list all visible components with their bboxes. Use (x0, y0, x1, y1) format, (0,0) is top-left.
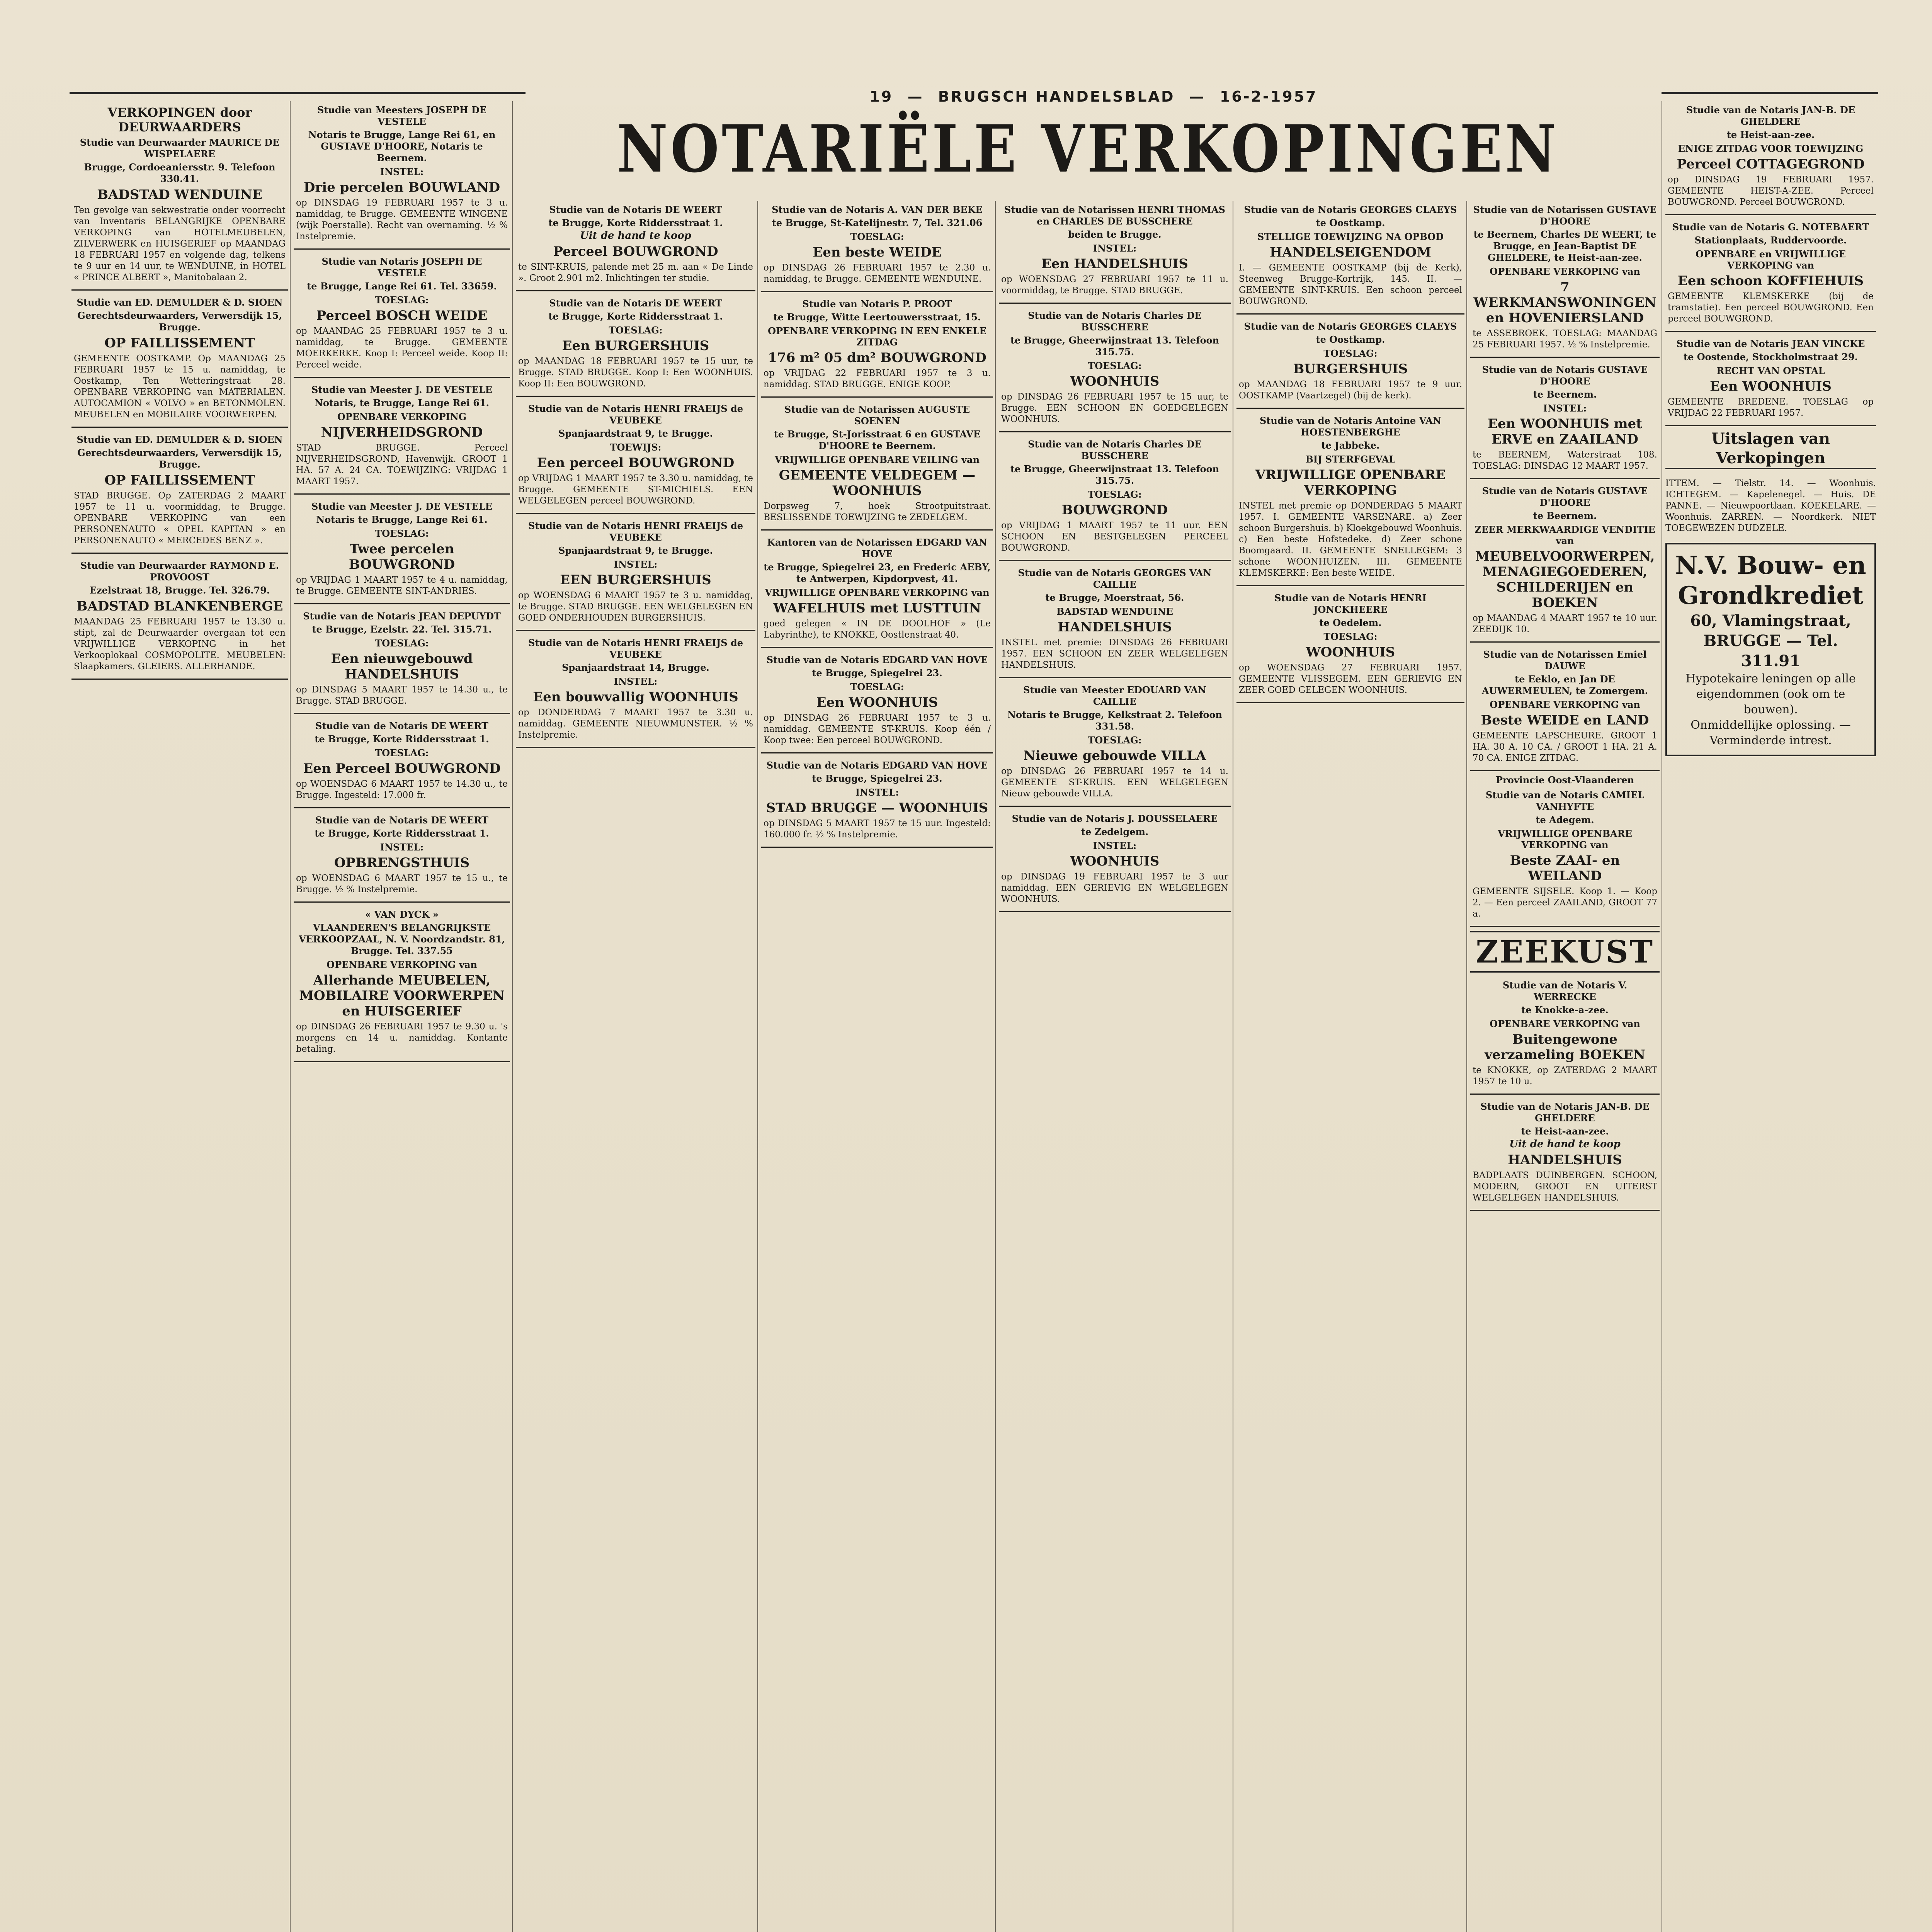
notice (1236, 201, 1464, 315)
notice-subtitle: te Oostende, Stockholmstraat 29. (1684, 351, 1858, 362)
notice (71, 101, 288, 291)
advertiser-address: 60, Vlamingstraat, BRUGGE — Tel. 311.91 (1690, 612, 1851, 670)
notice-headline: Perceel BOSCH WEIDE (316, 308, 488, 323)
notice-body: Dorpsweg 7, hoek Strootpuitstraat. BESLISSENDE TOEWIJZING te ZEDELGEM. (764, 501, 991, 522)
notice-body: op WOENSDAG 27 FEBRUARI 1957 te 11 u. voormiddag, te Brugge. STAD BRUGGE. (1001, 274, 1228, 296)
notice-label: OPENBARE VERKOPING van (1490, 699, 1640, 710)
notice (516, 634, 755, 748)
notice (294, 906, 510, 1062)
notice-title: Studie van de Notaris V. WERRECKE (1502, 980, 1628, 1002)
notice-subtitle: te Brugge, Ezelstr. 22. Tel. 315.71. (312, 624, 492, 635)
notice-subtitle: te Brugge, Gheerwijnstraat 13. Telefoon 315.75. (1010, 463, 1219, 486)
notice-body: STAD BRUGGE. Op ZATERDAG 2 MAART 1957 te 11 u. voormiddag, te Brugge. OPENBARE VERKOPING van een PERSONENAUTO « OPEL KAPITAN » en PERSONENAUTO « MERCEDES BENZ ». (74, 491, 286, 546)
notice-body: STAD BRUGGE. Perceel NIJVERHEIDSGROND, Havenwijk. GROOT 1 HA. 57 A. 24 CA. TOEWIJZING: VRIJDAG 1 MAART 1957. (296, 443, 508, 486)
notice-headline: Perceel BOUWGROND (553, 244, 718, 259)
notice-body: GEMEENTE KLEMSKERKE (bij de tramstatie). Een perceel BOUWGROND. Een perceel BOUWGROND. (1668, 291, 1874, 324)
notice-subtitle: te Brugge, Moerstraat, 56. (1045, 592, 1184, 603)
advertiser-name: N.V. Bouw- en Grondkrediet (1675, 551, 1866, 610)
notice-title: Studie van Meester EDOUARD VAN CAILLIE (1023, 684, 1206, 707)
notice-headline: Beste WEIDE en LAND (1481, 713, 1649, 728)
notice-label: OPENBARE VERKOPING (337, 411, 467, 422)
notice-title: Studie van de Notaris DE WEERT (315, 720, 488, 731)
results-text: ITTEM. — Tielstr. 14. — Woonhuis. ICHTEGEM. — Kapelenegel. — Huis. DE PANNE. — Nieuwpoortlaan. KOEKELARE. — Woonhuis. ZARREN. — Noordkerk. NIET TOEGEWEZEN DUDZELE. (1665, 478, 1876, 533)
notice-subtitle: te Brugge, Spiegelrei 23. (812, 773, 942, 784)
notice-label: TOESLAG: (1088, 360, 1142, 371)
notice-body: op DINSDAG 26 FEBRUARI 1957 te 9.30 u. 's morgens en 14 u. namiddag. Kontante betaling. (296, 1022, 508, 1054)
section-banner: NOTARIËLE VERKOPINGEN (617, 111, 1559, 187)
notice-subtitle: te Brugge, Korte Riddersstraat 1. (315, 733, 489, 745)
notice-subtitle: te Brugge, Korte Riddersstraat 1. (315, 828, 489, 839)
notice (1470, 1098, 1660, 1211)
notice-subtitle: te Adegem. (1536, 814, 1594, 825)
notice-headline: Twee percelen BOUWGROND (349, 541, 455, 572)
notice-label: VRIJWILLIGE OPENBARE VEILING van (774, 454, 980, 465)
notice-label: OPENBARE VERKOPING van (1490, 266, 1640, 277)
notice-title: Studie van de Notaris JEAN DEPUYDT (303, 611, 501, 622)
notice (1665, 101, 1876, 215)
notice-body: op MAANDAG 25 FEBRUARI 1957 te 3 u. namiddag, te Brugge. GEMEENTE MOERKERKE. Koop I: Perceel weide. Koop II: Perceel weide. (296, 326, 508, 370)
notice-headline: BADSTAD WENDUINE (97, 187, 262, 202)
column-rule (995, 201, 996, 1932)
notice-headline: BURGERSHUIS (1293, 361, 1408, 377)
notice-label: TOESLAG: (375, 747, 429, 759)
notice (1470, 361, 1660, 479)
notice-body: I. — GEMEENTE OOSTKAMP (bij de Kerk), Steenweg Brugge-Kortrijk, 145. II. — GEMEENTE SINT-KRUIS. Een schoon perceel BOUWGROND. (1239, 263, 1462, 306)
notice-label: TOESLAG: (850, 231, 904, 242)
notice-title: Studie van de Notaris JAN-B. DE GHELDERE (1686, 104, 1855, 127)
notice-headline: Beste ZAAI- en WEILAND (1510, 853, 1620, 884)
section-heading: VERKOPINGEN door DEURWAARDERS (107, 105, 252, 134)
notice-body: INSTEL met premie: DINSDAG 26 FEBRUARI 1957. EEN SCHOON EN ZEER WELGELEGEN HANDELSHUIS. (1001, 638, 1228, 670)
notice-title: Studie van de Notaris DE WEERT (315, 815, 488, 826)
notice-title: Studie van de Notaris Antoine VAN HOESTENBERGHE (1260, 415, 1441, 438)
notice-title: Studie van de Notaris HENRI FRAEIJS de VEUBEKE (528, 637, 743, 660)
page-number: 19 (869, 88, 893, 105)
notice-label: INSTEL: (614, 559, 658, 570)
notice-headline: Een HANDELSHUIS (1041, 256, 1188, 272)
notice-headline: Een bouwvallig WOONHUIS (533, 689, 738, 705)
notice-body: te BEERNEM, Waterstraat 108. TOESLAG: DINSDAG 12 MAART 1957. (1473, 450, 1657, 471)
notice-label: OPENBARE VERKOPING IN EEN ENKELE ZITDAG (768, 325, 986, 348)
notice-label: TOESLAG: (850, 681, 904, 692)
notice-body: GEMEENTE OOSTKAMP. Op MAANDAG 25 FEBRUARI 1957 te 15 u. namiddag, te Oostkamp, Ten Wetteringstraat 28. OPENBARE VERKOPING van MATERIALEN. AUTOCAMION « VOLVO » en BETONMOLEN. MEUBELEN en MOBILAIRE VOORWERPEN. (74, 354, 286, 420)
notice-subtitle: te Brugge, Lange Rei 61. Tel. 33659. (307, 281, 497, 292)
notice-label: OPENBARE en VRIJWILLIGE VERKOPING van (1696, 248, 1846, 271)
notice-body: te SINT-KRUIS, palende met 25 m. aan « De Linde ». Groot 2.901 m2. Inlichtingen ter studie. (518, 262, 753, 283)
notice-subtitle: te Eeklo, en Jan DE AUWERMEULEN, te Zomergem. (1481, 673, 1648, 696)
notice-body: op WOENSDAG 27 FEBRUARI 1957. GEMEENTE VLISSEGEM. EEN GERIEVIG EN ZEER GOED GELEGEN WOONHUIS. (1239, 663, 1462, 695)
column-rule (1466, 201, 1467, 1932)
notice-label: TOESLAG: (1323, 631, 1378, 642)
notice (1236, 318, 1464, 409)
notice-headline: WAFELHUIS met LUSTTUIN (773, 600, 981, 616)
notice-subtitle: te Oedelem. (1319, 617, 1382, 628)
notice-title: « VAN DYCK » (365, 909, 439, 920)
notice-title: Studie van de Notaris DE WEERT (549, 204, 722, 215)
notice-headline: HANDELSHUIS (1058, 619, 1172, 635)
notice-subtitle: Gerechtsdeurwaarders, Verwersdijk 15, Brugge. (77, 447, 282, 470)
column-8 (1665, 101, 1876, 1932)
notice-subtitle: Stationplaats, Ruddervoorde. (1694, 235, 1847, 246)
notice-title: Studie van de Notarissen GUSTAVE D'HOORE (1473, 204, 1657, 227)
province-heading: Provincie Oost-Vlaanderen (1496, 774, 1634, 786)
advertisement-note: Hypotekaire leningen op alle eigendommen (ook om te bouwen). (1685, 672, 1856, 716)
notice-body: op DINSDAG 26 FEBRUARI 1957 te 2.30 u. namiddag, te Brugge. GEMEENTE WENDUINE. (764, 263, 991, 284)
notice (999, 564, 1231, 678)
notice-subtitle: beiden te Brugge. (1068, 229, 1162, 240)
notice-subtitle: te Brugge, St-Jorisstraat 6 en GUSTAVE D'HOORE te Beernem. (774, 429, 981, 451)
notice-label: INSTEL: (1093, 243, 1137, 254)
notice (71, 294, 288, 428)
notice-tagline: Uit de hand te koop (1509, 1138, 1621, 1150)
notice-label: RECHT VAN OPSTAL (1716, 365, 1825, 376)
column-2 (294, 101, 510, 1932)
notice-headline: VRIJWILLIGE OPENBARE VERKOPING (1255, 467, 1446, 498)
notice-body: op VRIJDAG 22 FEBRUARI 1957 te 3 u. namiddag. STAD BRUGGE. ENIGE KOOP. (764, 368, 991, 389)
region-heading: ZEEKUST (1470, 931, 1660, 973)
notice-title: Studie van de Notaris GUSTAVE D'HOORE (1482, 364, 1648, 387)
notice (1665, 335, 1876, 426)
notice (71, 557, 288, 680)
notice-label: INSTEL: (380, 166, 424, 177)
notice-title: Studie van de Notarissen Emiel DAUWE (1483, 649, 1647, 672)
notice-title: Studie van de Notaris HENRI JONCKHEERE (1274, 592, 1427, 615)
notice-title: Studie van de Notaris EDGARD VAN HOVE (766, 654, 988, 665)
notice (294, 607, 510, 714)
notice-subtitle: Spanjaardstraat 9, te Brugge. (558, 428, 713, 439)
notice-subtitle: te Beernem. (1533, 389, 1597, 400)
notice-headline: WOONHUIS (1306, 645, 1395, 660)
notice-title: Studie van de Notaris CAMIEL VANHYFTE (1486, 789, 1644, 812)
notice-title: Studie van Notaris P. PROOT (802, 298, 952, 310)
notice-headline: BOUWGROND (1061, 502, 1168, 518)
notice (1470, 646, 1660, 771)
notice-headline: WOONHUIS (1070, 374, 1160, 389)
column-rule (290, 101, 291, 1932)
notice (761, 295, 993, 398)
notice-label: INSTEL: (855, 787, 899, 798)
notice-label: TOESLAG: (375, 528, 429, 539)
notice (294, 717, 510, 808)
notice-body: op MAANDAG 4 MAART 1957 te 10 uur. ZEEDIJK 10. (1473, 613, 1657, 634)
notice-label: BADSTAD WENDUINE (1056, 606, 1173, 617)
notice-body: op VRIJDAG 1 MAART 1957 te 11 uur. EEN SCHOON EN BESTGELEGEN PERCEEL BOUWGROND. (1001, 520, 1228, 553)
notice-label: ENIGE ZITDAG VOOR TOEWIJZING (1678, 143, 1864, 154)
notice-headline: WOONHUIS (1070, 854, 1160, 869)
column-6 (1236, 201, 1464, 1932)
notice-headline: OP FAILLISSEMENT (104, 335, 255, 351)
notice (1470, 201, 1660, 358)
notice-headline: HANDELSHUIS (1508, 1152, 1622, 1168)
notice (294, 253, 510, 378)
notice-label: ZEER MERKWAARDIGE VENDITIE van (1475, 524, 1655, 546)
notice-body: op MAANDAG 18 FEBRUARI 1957 te 15 uur, te Brugge. STAD BRUGGE. Koop I: Een WOONHUIS. Koop II: Een BOUWGROND. (518, 356, 753, 389)
notice-label: TOESLAG: (1088, 735, 1142, 746)
notice-label: BIJ STERFGEVAL (1305, 454, 1396, 465)
notice-body: op DINSDAG 19 FEBRUARI 1957 te 3 uur namiddag. EEN GERIEVIG EN WELGELEGEN WOONHUIS. (1001, 872, 1228, 904)
notice-subtitle: te Beernem. (1533, 510, 1597, 521)
notice-title: Studie van de Notaris GEORGES CLAEYS (1244, 321, 1457, 332)
notice-body: MAANDAG 25 FEBRUARI 1957 te 13.30 u. stipt, zal de Deurwaarder overgaan tot een VRIJWILLIGE VERKOPING in het Verkooplokaal COSMOPOLITE. MEUBELEN: Slaapkamers. GLEIERS. ALLERHANDE. (74, 617, 286, 672)
notice-body: op WOENSDAG 6 MAART 1957 te 3 u. namiddag, te Brugge. STAD BRUGGE. EEN WELGELEGEN EN GOED ONDERHOUDEN BURGERSHUIS. (518, 590, 753, 623)
notice-subtitle: Notaris, te Brugge, Lange Rei 61. (315, 397, 489, 408)
notice-label: VRIJWILLIGE OPENBARE VERKOPING van (1498, 828, 1632, 850)
notice (294, 381, 510, 495)
notice-label: INSTEL: (380, 842, 424, 853)
notice-title: Studie van de Notaris DE WEERT (549, 298, 722, 309)
notice-subtitle: te Zedelgem. (1081, 826, 1149, 837)
notice-title: Studie van de Notaris Charles DE BUSSCHERE (1028, 439, 1202, 461)
notice-subtitle: te Heist-aan-zee. (1726, 129, 1815, 140)
notice-title: Studie van de Notaris G. NOTEBAERT (1672, 221, 1869, 233)
notice-headline: Een BURGERSHUIS (562, 338, 709, 354)
notice (516, 517, 755, 631)
notice (294, 101, 510, 250)
notice-label: OPENBARE VERKOPING van (327, 959, 477, 970)
notice-subtitle: te Brugge, Korte Riddersstraat 1. (548, 311, 723, 322)
notice (1236, 412, 1464, 586)
notice-body: op DINSDAG 26 FEBRUARI 1957 te 3 u. namiddag. GEMEENTE ST-KRUIS. Koop één / Koop twee: Een perceel BOUWGROND. (764, 713, 991, 745)
notice-title: Studie van de Notaris J. DOUSSELAERE (1012, 813, 1218, 824)
notice-subtitle: VLAANDEREN'S BELANGRIJKSTE VERKOOPZAAL, N. V. Noordzandstr. 81, Brugge. Tel. 337.55 (299, 922, 505, 956)
notice-subtitle: Gerechtsdeurwaarders, Verwersdijk 15, Brugge. (77, 310, 282, 333)
notice-headline: HANDELSEIGENDOM (1269, 245, 1432, 260)
notice-headline: OP FAILLISSEMENT (104, 473, 255, 488)
notice-headline: Een beste WEIDE (813, 245, 942, 260)
notice-body: op VRIJDAG 1 MAART 1957 te 4 u. namiddag, te Brugge. GEMEENTE SINT-ANDRIES. (296, 575, 508, 596)
notice-title: Studie van de Notaris EDGARD VAN HOVE (766, 760, 988, 771)
notice-subtitle: Notaris te Brugge, Kelkstraat 2. Telefoon 331.58. (1007, 709, 1222, 732)
notice-label: TOESLAG: (609, 325, 663, 336)
notice (71, 431, 288, 554)
notice-title: Studie van de Notarissen AUGUSTE SOENEN (784, 404, 970, 427)
notice-body: op DINSDAG 19 FEBRUARI 1957 te 3 u. namiddag, te Brugge. GEMEENTE WINGENE (wijk Poerstalle). Recht van overnaming. ½ % Instelpremie. (296, 198, 508, 242)
notice-body: op DINSDAG 26 FEBRUARI 1957 te 15 uur, te Brugge. EEN SCHOON EN GOEDGELEGEN WOONHUIS. (1001, 392, 1228, 424)
column-3 (516, 201, 755, 1932)
notice-label: TOEWIJS: (610, 442, 662, 453)
column-5 (999, 201, 1231, 1932)
notice-headline: Buitengewone verzameling BOEKEN (1485, 1032, 1645, 1063)
notice (294, 498, 510, 604)
notice-body: op WOENSDAG 6 MAART 1957 te 14.30 u., te Brugge. Ingesteld: 17.000 fr. (296, 779, 508, 800)
notice-headline: GEMEENTE VELDEGEM — WOONHUIS (779, 468, 976, 498)
notice-body: op VRIJDAG 1 MAART 1957 te 3.30 u. namiddag, te Brugge. GEMEENTE ST-MICHIELS. EEN WELGELEGEN perceel BOUWGROND. (518, 473, 753, 506)
notice-subtitle: te Beernem, Charles DE WEERT, te Brugge, en Jean-Baptist DE GHELDERE, te Heist-aan-zee. (1473, 229, 1656, 263)
issue-date: 16-2-1957 (1219, 88, 1318, 105)
notice (999, 810, 1231, 912)
notice (1236, 589, 1464, 703)
notice-body: INSTEL met premie op DONDERDAG 5 MAART 1957. I. GEMEENTE VARSENARE. a) Zeer schoon Burgershuis. b) Kloekgebouwd Woonhuis. c) Een beste Hofstedeke. d) Zeer schone Boomgaard. II. GEMEENTE SNELLEGEM: 3 schone WOONHUIZEN. III. GEMEENTE KLEMSKERKE: Een beste WEIDE. (1239, 501, 1462, 578)
notice-subtitle: Brugge, Cordoeaniersstr. 9. Telefoon 330.41. (84, 162, 276, 184)
notice-subtitle: te Oostkamp. (1316, 217, 1385, 228)
notice-headline: Een WOONHUIS (1710, 379, 1832, 394)
paper-name: BRUGSCH HANDELSBLAD (938, 88, 1175, 105)
notice-body: te KNOKKE, op ZATERDAG 2 MAART 1957 te 10 u. (1473, 1065, 1657, 1087)
notice-headline: 7 WERKMANSWONINGEN en HOVENIERSLAND (1473, 279, 1656, 326)
notice-headline: Allerhande MEUBELEN, MOBILAIRE VOORWERPEN en HUISGERIEF (299, 973, 505, 1019)
notice-subtitle: te Knokke-a-zee. (1521, 1004, 1609, 1015)
notice-subtitle: Notaris te Brugge, Lange Rei 61, en GUSTAVE D'HOORE, Notaris te Beernem. (308, 129, 496, 163)
notice-subtitle: te Brugge, Spiegelrei 23. (812, 667, 942, 679)
notice-headline: MEUBELVOORWERPEN, MENAGIEGOEDEREN, SCHILDERIJEN en BOEKEN (1475, 549, 1655, 611)
bank-advertisement (1665, 543, 1876, 756)
notice (516, 400, 755, 514)
notice-subtitle: te Jabbeke. (1321, 440, 1380, 451)
notice-title: Studie van ED. DEMULDER & D. SIOEN (77, 434, 283, 445)
notice-body: op MAANDAG 18 FEBRUARI 1957 te 9 uur. OOSTKAMP (Vaartzegel) (bij de kerk). (1239, 379, 1462, 401)
notice (761, 757, 993, 848)
notice-subtitle: te Brugge, Spiegelrei 23, en Frederic AEBY, te Antwerpen, Kipdorpvest, 41. (764, 561, 991, 584)
notice-title: Studie van de Notaris GEORGES VAN CAILLIE (1018, 567, 1212, 590)
masthead: 19 — BRUGSCH HANDELSBLAD — 16-2-1957 (526, 88, 1662, 105)
notice (761, 201, 993, 292)
notice (999, 435, 1231, 561)
notice-body: op WOENSDAG 6 MAART 1957 te 15 u., te Brugge. ½ % Instelpremie. (296, 873, 508, 895)
notice-title: Studie van Meester J. DE VESTELE (311, 384, 492, 395)
notice-label: STELLIGE TOEWIJZING NA OPBOD (1257, 231, 1444, 242)
notice-headline: Een schoon KOFFIEHUIS (1677, 273, 1864, 289)
notice-headline: EEN BURGERSHUIS (560, 572, 711, 588)
notice (1665, 218, 1876, 332)
notice-title: Studie van Meester J. DE VESTELE (311, 501, 492, 512)
notice-subtitle: Spanjaardstraat 9, te Brugge. (558, 545, 713, 556)
notice-label: INSTEL: (614, 676, 658, 687)
notice (516, 294, 755, 397)
notice-title: Studie van de Notaris HENRI FRAEIJS de VEUBEKE (528, 520, 743, 543)
notice-title: Studie van Deurwaarder RAYMOND E. PROVOOST (80, 560, 279, 583)
notice-title: Studie van de Notarissen HENRI THOMAS en CHARLES DE BUSSCHERE (1004, 204, 1225, 227)
notice-body: GEMEENTE SIJSELE. Koop 1. — Koop 2. — Een perceel ZAAILAND, GROOT 77 a. (1473, 886, 1657, 919)
notice-body: op DINSDAG 5 MAART 1957 te 15 uur. Ingesteld: 160.000 fr. ½ % Instelpremie. (764, 818, 991, 840)
notice-title: Studie van de Notaris HENRI FRAEIJS de VEUBEKE (528, 403, 743, 426)
notice-body: op DINSDAG 26 FEBRUARI 1957 te 14 u. GEMEENTE ST-KRUIS. EEN WELGELEGEN Nieuw gebouwde VILLA. (1001, 766, 1228, 799)
notice-headline: Een WOONHUIS (816, 695, 938, 710)
notice (516, 201, 755, 291)
notice-title: Studie van de Notaris GEORGES CLAEYS (1244, 204, 1457, 215)
notice-subtitle: Spanjaardstraat 14, Brugge. (562, 662, 709, 673)
notice-headline: Een Perceel BOUWGROND (303, 761, 501, 776)
notice-title: Studie van de Notaris A. VAN DER BEKE (772, 204, 983, 215)
notice-subtitle: te Brugge, Gheerwijnstraat 13. Telefoon 315.75. (1010, 335, 1219, 357)
notice-title: Studie van Meesters JOSEPH DE VESTELE (317, 104, 487, 127)
notice-subtitle: te Oostkamp. (1316, 334, 1385, 345)
notice-body: op DINSDAG 5 MAART 1957 te 14.30 u., te Brugge. STAD BRUGGE. (296, 685, 508, 706)
notice-label: VRIJWILLIGE OPENBARE VERKOPING van (765, 587, 990, 598)
notice-subtitle: te Brugge, Witte Leertouwersstraat, 15. (773, 311, 981, 323)
notice (761, 401, 993, 531)
notice (1470, 482, 1660, 643)
notice-label: INSTEL: (1093, 840, 1137, 851)
notice-body: op DONDERDAG 7 MAART 1957 te 3.30 u. namiddag. GEMEENTE NIEUWMUNSTER. ½ % Instelpremie. (518, 707, 753, 740)
notice-label: TOESLAG: (375, 638, 429, 649)
notice-headline: STAD BRUGGE — WOONHUIS (766, 800, 988, 816)
notice-headline: Nieuwe gebouwde VILLA (1023, 748, 1206, 764)
column-4 (761, 201, 993, 1932)
column-rule (757, 201, 758, 1932)
notice-label: OPENBARE VERKOPING van (1490, 1018, 1640, 1029)
notice-body: GEMEENTE BREDENE. TOESLAG op VRIJDAG 22 FEBRUARI 1957. (1668, 397, 1874, 418)
notice-headline: Drie percelen BOUWLAND (303, 180, 500, 195)
notice-title: Studie van ED. DEMULDER & D. SIOEN (77, 297, 283, 308)
column-1 (71, 101, 288, 1932)
notice (999, 307, 1231, 432)
notice-headline: Een WOONHUIS met ERVE en ZAAILAND (1488, 416, 1642, 447)
notice-headline: Perceel COTTAGEGROND (1677, 156, 1865, 172)
notice-body: BADPLAATS DUINBERGEN. SCHOON, MODERN, GROOT EN UITERST WELGELEGEN HANDELSHUIS. (1473, 1170, 1657, 1203)
notice-body: Ten gevolge van sekwestratie onder voorrecht van Inventaris BELANGRIJKE OPENBARE VERKOPING van HOTELMEUBELEN, ZILVERWERK en HUISGERIEF op MAANDAG 18 FEBRUARI 1957 en volgende dag, telkens te 9 uur en 14 uur, te WENDUINE, in HOTEL « PRINCE ALBERT », Manitobalaan 2. (74, 205, 286, 282)
notice (761, 534, 993, 648)
notice (999, 201, 1231, 304)
notice-title: Studie van de Notaris JAN-B. DE GHELDERE (1480, 1101, 1650, 1124)
notice-subtitle: Notaris te Brugge, Lange Rei 61. (316, 514, 488, 525)
column-7 (1470, 201, 1660, 1932)
notice-subtitle: te Heist-aan-zee. (1521, 1126, 1609, 1137)
notice-body: GEMEENTE LAPSCHEURE. GROOT 1 HA. 30 A. 10 CA. / GROOT 1 HA. 21 A. 70 CA. ENIGE ZITDAG. (1473, 731, 1657, 763)
notice (1470, 786, 1660, 927)
notice-title: Studie van Notaris JOSEPH DE VESTELE (321, 256, 482, 279)
notice-title: Studie van de Notaris GUSTAVE D'HOORE (1482, 485, 1648, 508)
notice-headline: Een nieuwgebouwd HANDELSHUIS (331, 651, 473, 682)
notice-headline: Een perceel BOUWGROND (537, 455, 735, 471)
advertisement-footer: Onmiddellijke oplossing. — Verminderde intrest. (1690, 718, 1851, 747)
notice-headline: BADSTAD BLANKENBERGE (76, 599, 283, 614)
notice-label: INSTEL: (1543, 403, 1587, 414)
notice-headline: OPBRENGSTHUIS (334, 855, 470, 871)
notice-tagline: Uit de hand te koop (580, 230, 691, 242)
notice-title: Studie van Deurwaarder MAURICE DE WISPELAERE (80, 137, 280, 160)
notice-body: op DINSDAG 19 FEBRUARI 1957. GEMEENTE HEIST-A-ZEE. Perceel BOUWGROND. Perceel BOUWGROND. (1668, 175, 1874, 207)
notice-title: Studie van de Notaris JEAN VINCKE (1676, 338, 1865, 349)
notice-title: Studie van de Notaris Charles DE BUSSCHERE (1028, 310, 1202, 333)
notice (1470, 976, 1660, 1095)
notice-headline: NIJVERHEIDSGROND (321, 425, 483, 440)
notice-subtitle: te Brugge, Korte Riddersstraat 1. (548, 217, 723, 228)
notice-headline: 176 m² 05 dm² BOUWGROND (768, 350, 986, 366)
section-heading: Uitslagen van Verkopingen (1665, 429, 1876, 469)
notice (294, 811, 510, 903)
notice-subtitle: te Brugge, St-Katelijnestr. 7, Tel. 321.06 (772, 217, 983, 228)
notice-title: Kantoren van de Notarissen EDGARD VAN HOVE (767, 537, 987, 560)
column-rule (512, 101, 513, 1932)
notice-label: TOESLAG: (375, 294, 429, 306)
notice-label: TOESLAG: (1323, 348, 1378, 359)
notice-body: te ASSEBROEK. TOESLAG: MAANDAG 25 FEBRUARI 1957. ½ % Instelpremie. (1473, 328, 1657, 350)
notice-subtitle: Ezelstraat 18, Brugge. Tel. 326.79. (89, 585, 270, 596)
notice (999, 681, 1231, 807)
notice-body: goed gelegen « IN DE DOOLHOF » (Le Labyrinthe), te KNOKKE, Oostlenstraat 40. (764, 619, 991, 640)
notice-label: TOESLAG: (1088, 489, 1142, 500)
notice (761, 651, 993, 753)
